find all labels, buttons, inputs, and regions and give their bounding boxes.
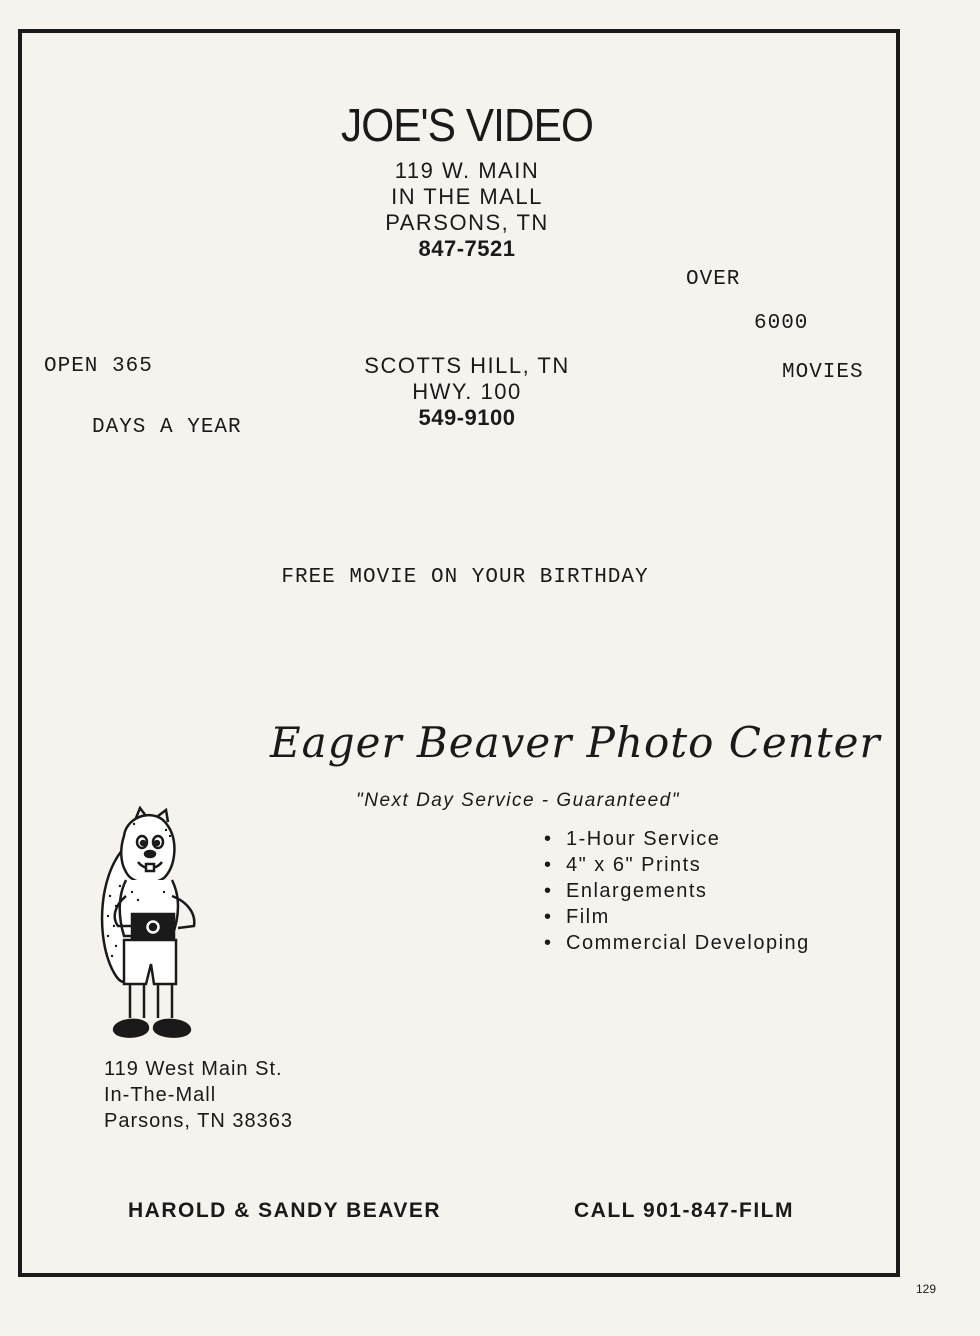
over-label: OVER	[686, 268, 741, 291]
main-address-line3: PARSONS, TN	[385, 210, 549, 235]
shop-address-line3: Parsons, TN 38363	[104, 1110, 293, 1132]
second-address-line2: HWY. 100	[412, 379, 522, 404]
service-item: • Film	[544, 904, 810, 930]
open-days-line2: DAYS A YEAR	[92, 416, 242, 439]
service-item: • Commercial Developing	[544, 930, 810, 956]
birthday-offer: FREE MOVIE ON YOUR BIRTHDAY	[281, 566, 649, 589]
owners-name: HAROLD & SANDY BEAVER	[128, 1199, 442, 1222]
main-address-line2: IN THE MALL	[391, 184, 543, 209]
tagline: "Next Day Service - Guaranteed"	[356, 790, 680, 811]
services-list	[544, 826, 810, 956]
service-item: • 4" x 6" Prints	[544, 852, 810, 878]
movies-label: MOVIES	[782, 361, 864, 384]
joes-video-title: JOE'S VIDEO	[341, 99, 593, 151]
photo-center-title: Eager Beaver Photo Center	[270, 718, 881, 767]
service-item: • 1-Hour Service	[544, 826, 810, 852]
call-number: CALL 901-847-FILM	[574, 1199, 794, 1222]
second-phone: 549-9100	[418, 405, 516, 430]
shop-address-line2: In-The-Mall	[104, 1084, 217, 1106]
page-number: 129	[916, 1282, 937, 1296]
main-address-line1: 119 W. MAIN	[394, 158, 540, 183]
main-phone: 847-7521	[418, 236, 516, 261]
shop-address-line1: 119 West Main St.	[104, 1058, 283, 1080]
beaver-with-camera-icon	[96, 806, 216, 1052]
open-days-line1: OPEN 365	[44, 355, 153, 378]
movie-count: 6000	[754, 312, 809, 335]
service-item: • Enlargements	[544, 878, 810, 904]
second-address-line1: SCOTTS HILL, TN	[364, 353, 570, 378]
